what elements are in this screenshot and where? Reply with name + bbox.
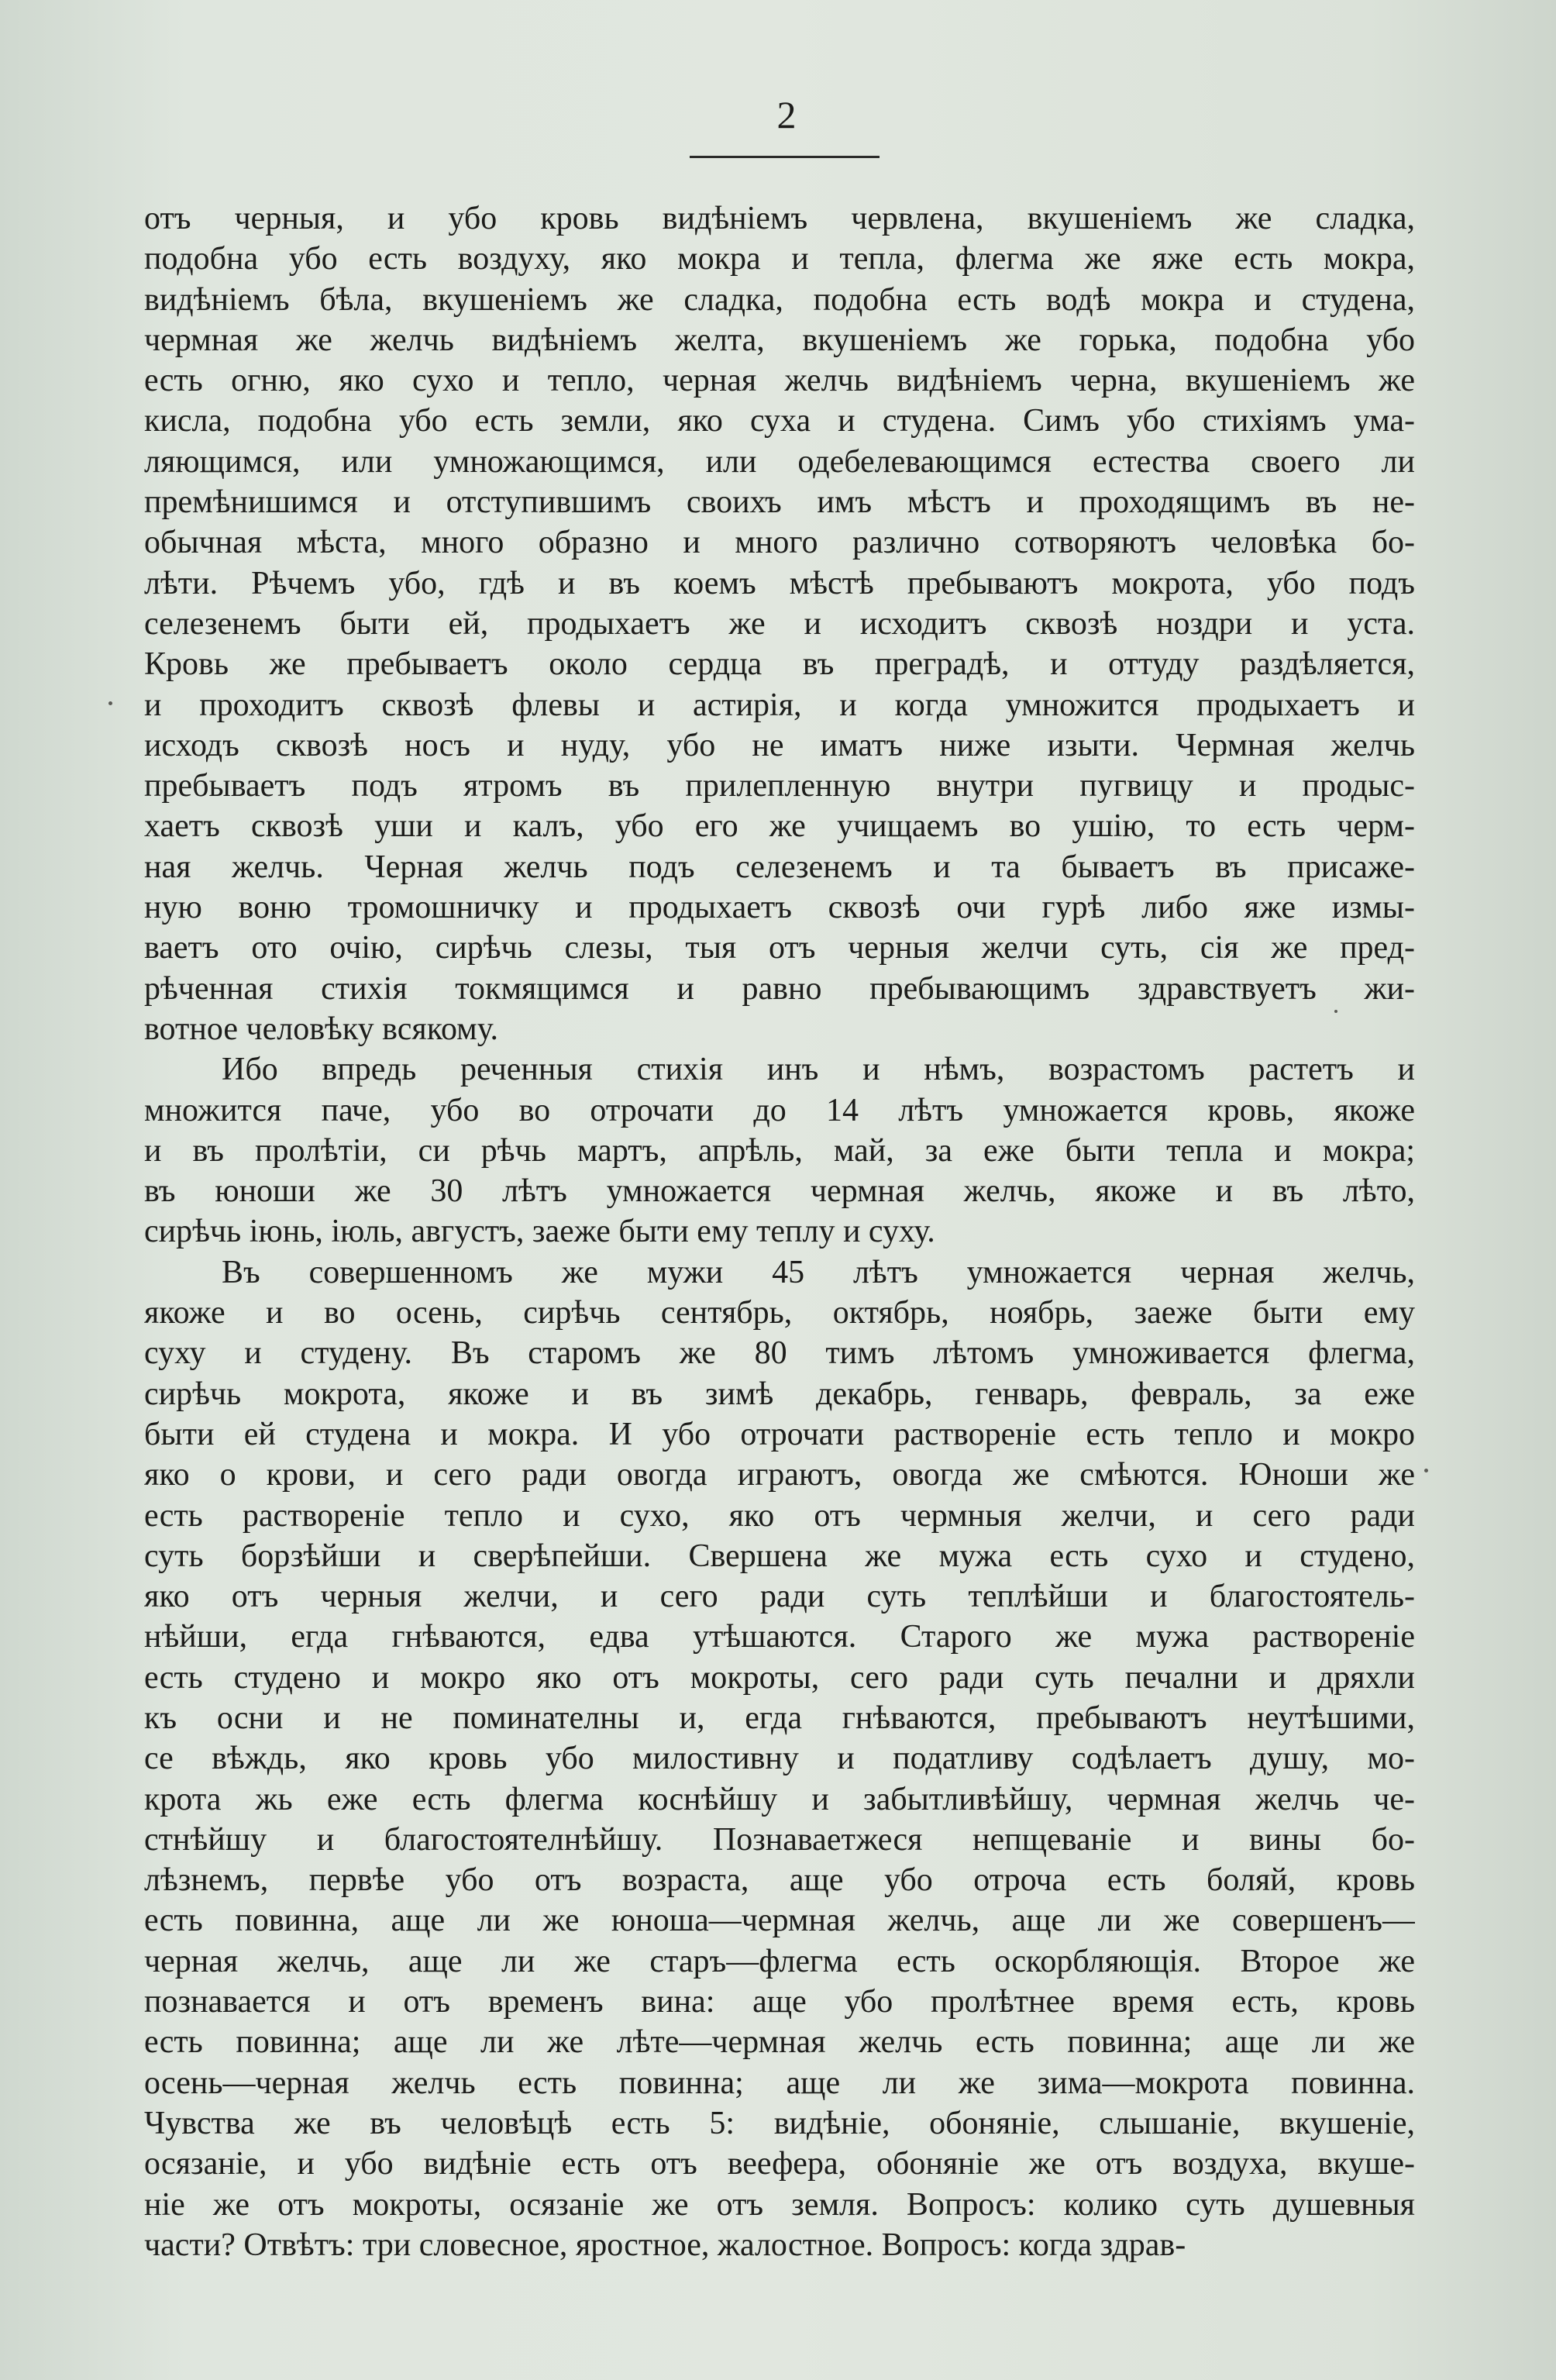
text-line: осязаніе, и убо видѣніе есть отъ веефера, обоняніе же отъ воздуха, вкуше- (144, 2146, 1415, 2182)
paragraph (144, 1252, 1415, 2265)
text-line: Въ совершенномъ же мужи 45 лѣтъ умножается черная желчь, (222, 1254, 1415, 1290)
text-line: ную воню тромошничку и продыхаетъ сквозѣ очи гурѣ либо яже измы- (144, 890, 1415, 926)
text-line: лѣзнемъ, первѣе убо отъ возраста, аще убо отроча есть боляй, кровь (144, 1862, 1415, 1899)
text-line: подобна убо есть воздуху, яко мокра и тепла, флегма же яже есть мокра, (144, 241, 1415, 277)
text-line: видѣніемъ бѣла, вкушеніемъ же сладка, подобна есть водѣ мокра и студена, (144, 281, 1415, 318)
text-line: быти ей студена и мокра. И убо отрочати раствореніе есть тепло и мокро (144, 1416, 1415, 1452)
text-line: есть раствореніе тепло и сухо, яко отъ чермныя желчи, и сего ради (144, 1497, 1415, 1534)
text-line: отъ черныя, и убо кровь видѣніемъ червлена, вкушеніемъ же сладка, (144, 201, 1415, 236)
text-line: обычная мѣста, много образно и много различно сотворяютъ человѣка бо- (144, 525, 1415, 561)
text-line: ваетъ ото очію, сирѣчь слезы, тыя отъ черныя желчи суть, сія же пред- (144, 930, 1415, 966)
text-line: рѣченная стихія токмящимся и равно пребывающимъ здравствуетъ жи- (144, 970, 1415, 1007)
text-line: ляющимся, или умножающимся, или одебелевающимся естества своего ли (144, 443, 1415, 480)
text-line: черная желчь, аще ли же старъ—флегма есть оскорбляющія. Второе же (144, 1943, 1415, 1979)
text-line: множится паче, убо во отрочати до 14 лѣтъ умножается кровь, якоже (144, 1092, 1415, 1128)
text-line: въ юноши же 30 лѣтъ умножается чермная желчь, якоже и въ лѣто, (144, 1173, 1415, 1210)
text-line: сирѣчь іюнь, іюль, августъ, заеже быти ему теплу и суху. (144, 1214, 935, 1250)
paper-speck (108, 701, 112, 705)
text-line: вотное человѣку всякому. (144, 1011, 499, 1047)
text-line: яко отъ черныя желчи, и сего ради суть теплѣйши и благостоятель- (144, 1579, 1415, 1615)
header-rule (690, 156, 880, 158)
text-line: чермная же желчь видѣніемъ желта, вкушеніемъ же горька, подобна убо (144, 322, 1415, 358)
text-line: ная желчь. Черная желчь подъ селезенемъ и та бываетъ въ присаже- (144, 849, 1415, 885)
text-line: исходъ сквозѣ носъ и нуду, убо не иматъ ниже изыти. Чермная желчь (144, 727, 1415, 763)
text-line: пребываетъ подъ ятромъ въ прилепленную внутри пугвицу и продыс- (144, 768, 1415, 804)
text-line: Чувства же въ человѣцѣ есть 5: видѣніе, обоняніе, слышаніе, вкушеніе, (144, 2105, 1415, 2141)
text-line: и проходитъ сквозѣ флевы и астирія, и когда умножится продыхаетъ и (144, 687, 1415, 723)
text-line: суть борзѣйши и сверѣпейши. Свершена же мужа есть сухо и студено, (144, 1538, 1415, 1574)
text-line: сирѣчь мокрота, якоже и въ зимѣ декабрь, генварь, февраль, за еже (144, 1376, 1415, 1412)
text-line: Ибо впредь реченныя стихія инъ и нѣмъ, возрастомъ растетъ и (222, 1052, 1415, 1088)
body-text (144, 198, 1415, 2265)
text-line: крота жь еже есть флегма коснѣйшу и забытливѣйшу, чермная желчь че- (144, 1781, 1415, 1817)
paragraph (144, 198, 1415, 1049)
text-line: познавается и отъ временъ вина: аще убо пролѣтнее время есть, кровь (144, 1984, 1415, 2020)
text-line: лѣти. Рѣчемъ убо, гдѣ и въ коемъ мѣстѣ пребываютъ мокрота, убо подъ (144, 565, 1415, 601)
text-line: хаетъ сквозѣ уши и калъ, убо его же учищаемъ во ушію, то есть черм- (144, 808, 1415, 845)
text-line: премѣнишимся и отступившимъ своихъ имъ мѣстъ и проходящимъ въ не- (144, 484, 1415, 521)
text-line: къ осни и не поминателны и, егда гнѣваются, пребываютъ неутѣшими, (144, 1700, 1415, 1736)
paper-speck (1334, 1010, 1337, 1013)
text-line: есть огню, яко сухо и тепло, черная желчь видѣніемъ черна, вкушеніемъ же (144, 363, 1415, 399)
text-line: нѣйши, егда гнѣваются, едва утѣшаются. Старого же мужа раствореніе (144, 1619, 1415, 1655)
text-line: Кровь же пребываетъ около сердца въ преградѣ, и оттуду раздѣляется, (144, 646, 1415, 683)
text-line: есть повинна; аще ли же лѣте—чермная желчь есть повинна; аще ли же (144, 2024, 1415, 2061)
text-line: яко о крови, и сего ради овогда играютъ, овогда же смѣются. Юноши же (144, 1457, 1415, 1493)
text-line: се вѣждь, яко кровь убо милостивну и податливу содѣлаетъ душу, мо- (144, 1741, 1415, 1777)
text-line: и въ пролѣтіи, си рѣчь мартъ, апрѣль, май, за еже быти тепла и мокра; (144, 1132, 1415, 1169)
text-line: осень—черная желчь есть повинна; аще ли же зима—мокрота повинна. (144, 2065, 1415, 2101)
text-line: кисла, подобна убо есть земли, яко суха и студена. Симъ убо стихіямъ ума- (144, 403, 1415, 439)
page-number: 2 (776, 93, 797, 136)
text-line: стнѣйшу и благостоятелнѣйшу. Познаваетжеся непщеваніе и вины бо- (144, 1821, 1415, 1858)
text-line: селезенемъ быти ей, продыхаетъ же и исходитъ сквозѣ ноздри и уста. (144, 605, 1415, 642)
text-line: суху и студену. Въ старомъ же 80 тимъ лѣтомъ умноживается флегма, (144, 1335, 1415, 1372)
text-line: ніе же отъ мокроты, осязаніе же отъ земля. Вопросъ: колико суть душевныя (144, 2186, 1415, 2223)
text-line: части? Отвѣтъ: три словесное, яростное, жалостное. Вопросъ: когда здрав- (144, 2227, 1186, 2263)
text-line: есть повинна, аще ли же юноша—чермная желчь, аще ли же совершенъ— (144, 1903, 1415, 1939)
text-line: есть студено и мокро яко отъ мокроты, сего ради суть печални и дряхли (144, 1659, 1415, 1696)
paragraph (144, 1049, 1415, 1252)
text-line: якоже и во осень, сирѣчь сентябрь, октябрь, ноябрь, заеже быти ему (144, 1295, 1415, 1331)
paper-speck (1424, 1469, 1428, 1472)
